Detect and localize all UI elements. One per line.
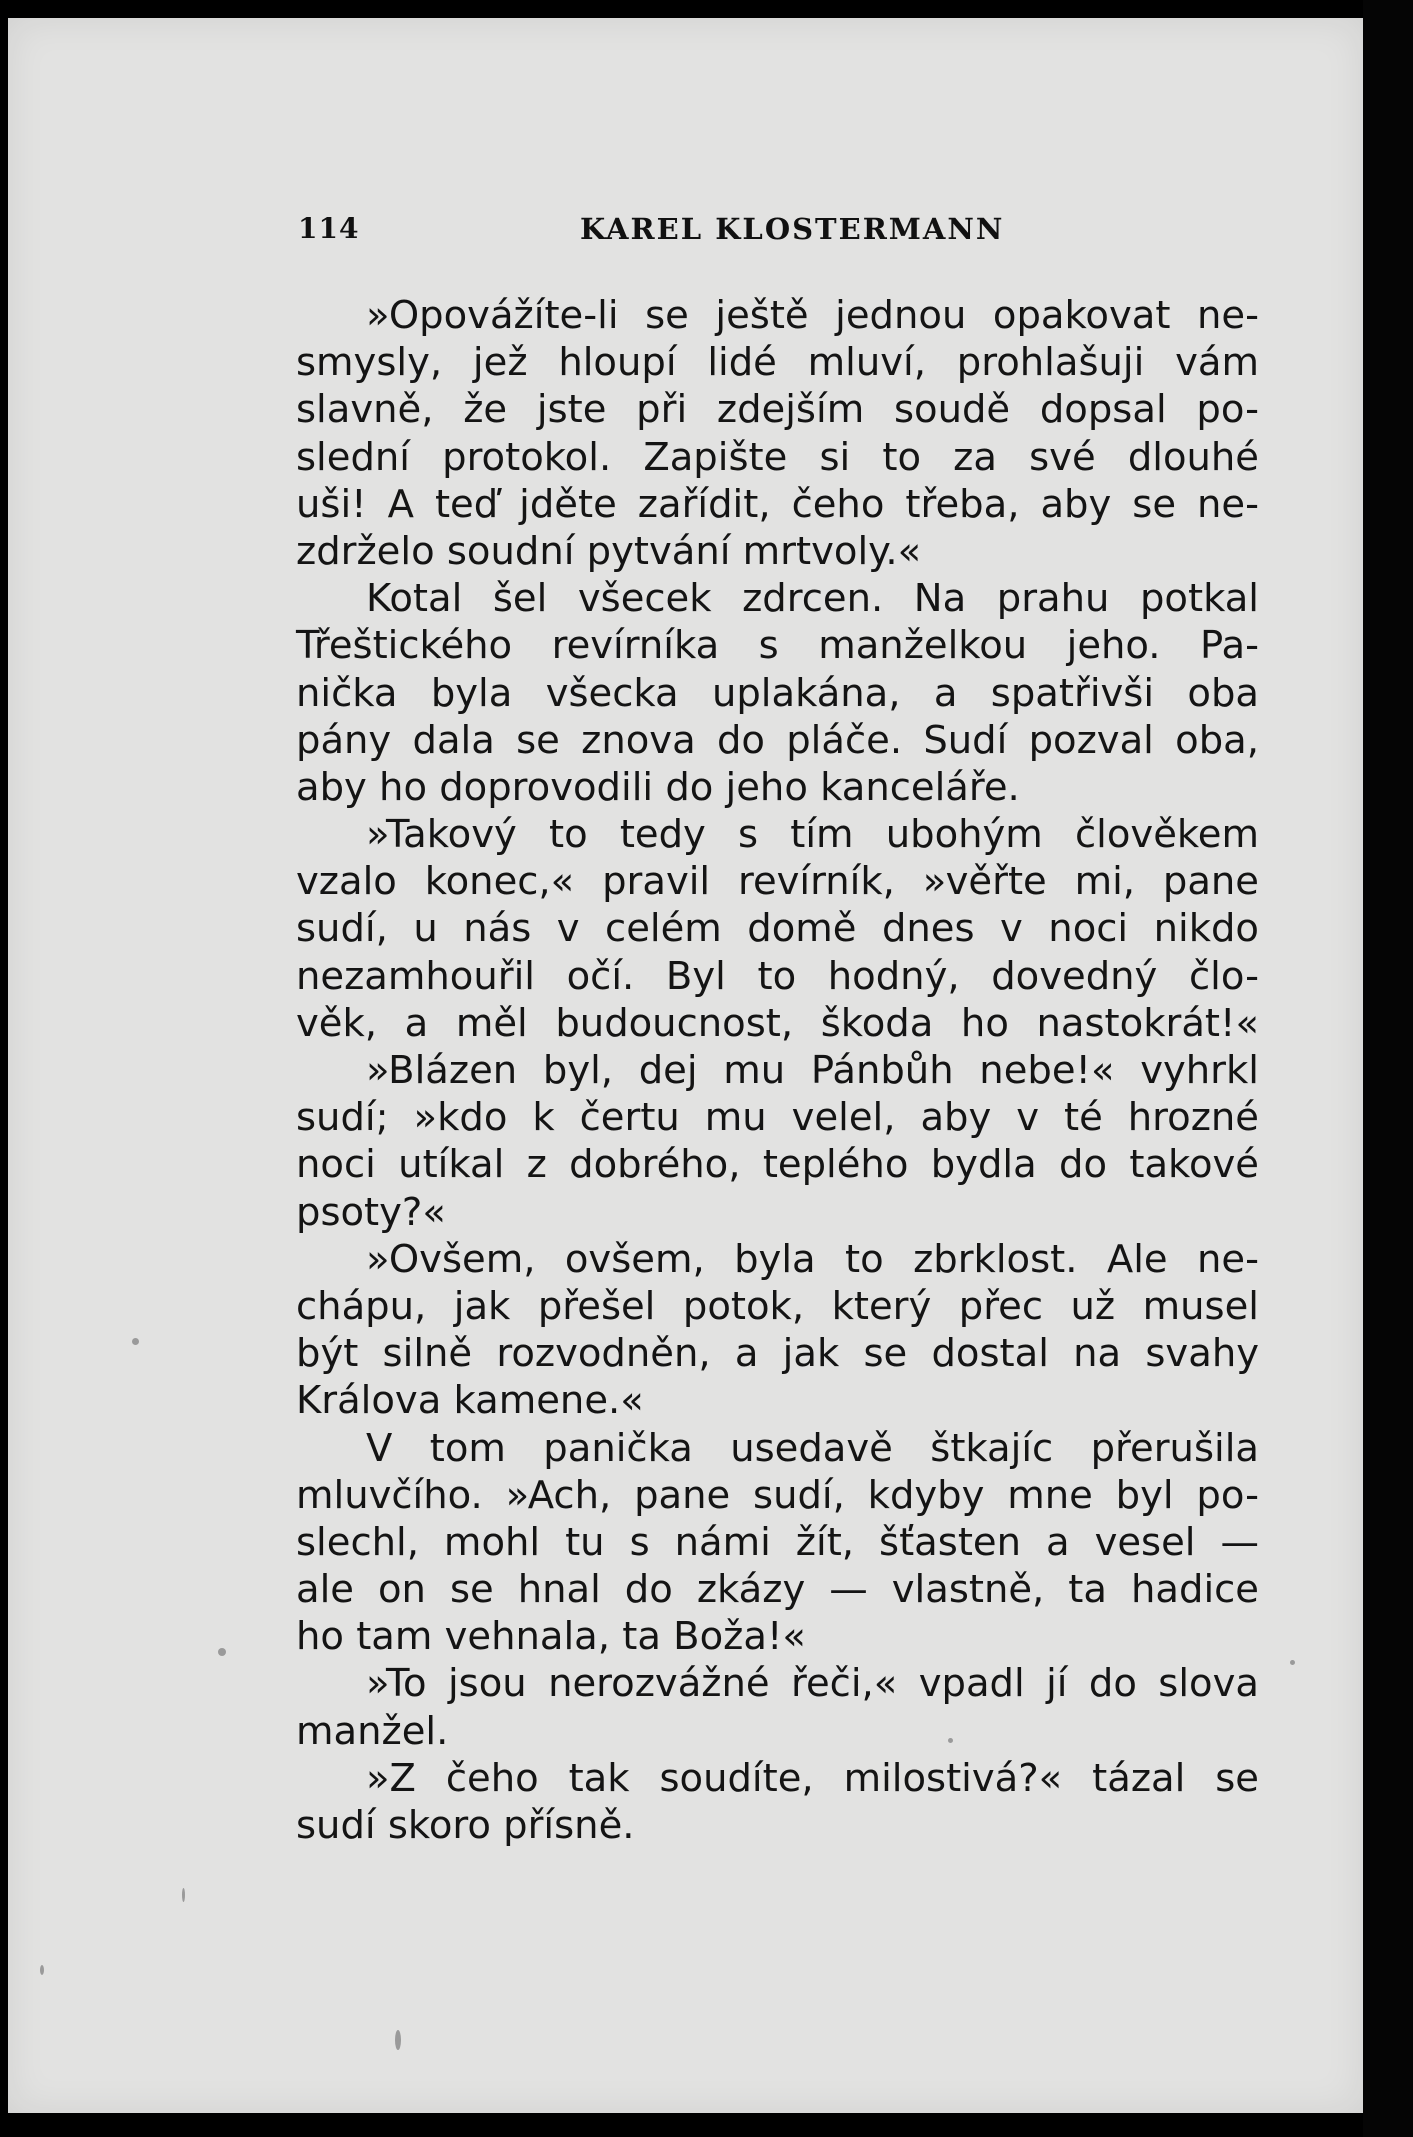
text-line: pány dala se znova do pláče. Sudí pozval oba, [296, 717, 1259, 763]
running-head-author: KAREL KLOSTERMANN [580, 212, 1005, 246]
text-line: nička byla všecka uplakána, a spatřivši oba [296, 670, 1259, 716]
text-line: být silně rozvodněn, a jak se dostal na svahy [296, 1331, 1259, 1377]
paper-speck [395, 2030, 401, 2050]
text-line: mluvčího. »Ach, pane sudí, kdyby mne byl po- [296, 1472, 1259, 1518]
paper-speck [132, 1338, 139, 1345]
page-number: 114 [298, 212, 360, 245]
text-line: »Takový to tedy s tím ubohým člověkem [366, 812, 1259, 858]
paper-speck [1290, 1660, 1295, 1665]
paper-speck [218, 1648, 226, 1656]
body-text [296, 292, 1259, 1849]
text-line: slední protokol. Zapište si to za své dlouhé [296, 434, 1259, 480]
text-line: chápu, jak přešel potok, který přec už musel [296, 1283, 1259, 1329]
text-line: Kotal šel všecek zdrcen. Na prahu potkal [366, 576, 1259, 622]
text-line: zdrželo soudní pytvání mrtvoly.« [296, 528, 922, 574]
text-line: psoty?« [296, 1189, 446, 1235]
text-line: slavně, že jste při zdejším soudě dopsal po- [296, 387, 1259, 433]
text-line: V tom panička usedavě štkajíc přerušila [366, 1425, 1259, 1471]
text-line: sudí skoro přísně. [296, 1803, 635, 1848]
paper-speck [40, 1965, 44, 1975]
text-line: »Blázen byl, dej mu Pánbůh nebe!« vyhrkl [366, 1048, 1259, 1093]
text-line: ho tam vehnala, ta Boža!« [296, 1614, 806, 1660]
text-line: aby ho doprovodili do jeho kanceláře. [296, 764, 1020, 810]
page-header [298, 212, 1258, 252]
text-line: noci utíkal z dobrého, teplého bydla do takové [296, 1142, 1259, 1188]
text-line: věk, a měl budoucnost, škoda ho nastokrát!« [296, 1000, 1259, 1046]
text-line: smysly, jež hloupí lidé mluví, prohlašuji vám [296, 340, 1259, 386]
text-line: vzalo konec,« pravil revírník, »věřte mi, pane [296, 859, 1259, 905]
text-line: slechl, mohl tu s námi žít, šťasten a vesel — [296, 1519, 1259, 1565]
text-line: »Z čeho tak soudíte, milostivá?« tázal se [366, 1755, 1259, 1801]
text-line: sudí, u nás v celém domě dnes v noci nikdo [296, 906, 1259, 952]
text-line: manžel. [296, 1708, 449, 1754]
text-line: »Opovážíte-li se ještě jednou opakovat ne- [366, 293, 1259, 338]
text-line: Králova kamene.« [296, 1378, 644, 1424]
scan-edge [1363, 0, 1413, 2137]
text-line: »To jsou nerozvážné řeči,« vpadl jí do slova [366, 1661, 1259, 1707]
text-line: uši! A teď jděte zařídit, čeho třeba, aby se ne- [296, 481, 1259, 527]
text-line: ale on se hnal do zkázy — vlastně, ta hadice [296, 1567, 1259, 1613]
text-line: Třeštického revírníka s manželkou jeho. Pa- [296, 623, 1259, 669]
text-line: »Ovšem, ovšem, byla to zbrklost. Ale ne- [366, 1236, 1259, 1282]
paper-speck [182, 1888, 185, 1902]
text-line: sudí; »kdo k čertu mu velel, aby v té hrozné [296, 1095, 1259, 1141]
text-line: nezamhouřil očí. Byl to hodný, dovedný člo- [296, 953, 1259, 999]
